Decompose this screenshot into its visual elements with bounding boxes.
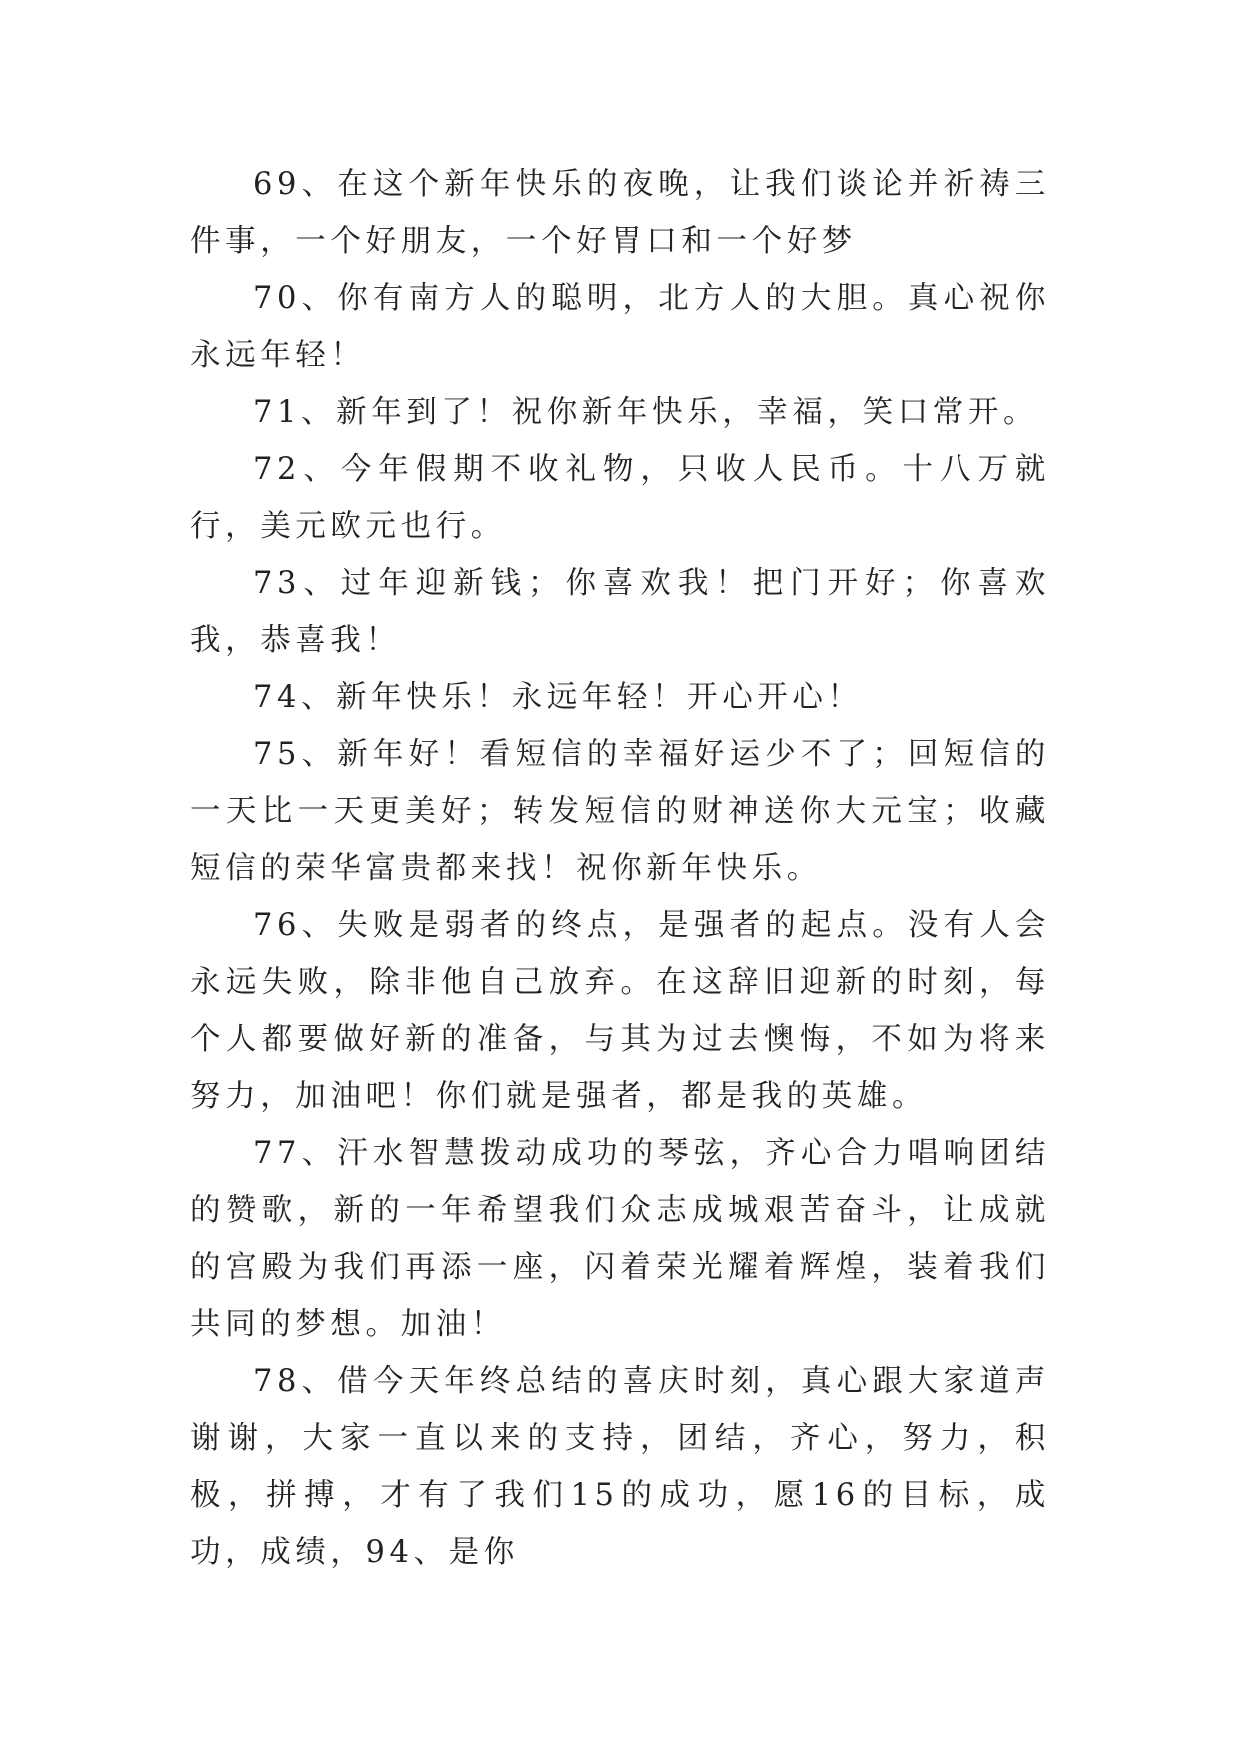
- paragraph-78: 78、借今天年终总结的喜庆时刻，真心跟大家道声谢谢，大家一直以来的支持，团结，齐心，努力，积极，拼搏，才有了我们15的成功，愿16的目标，成功，成绩，94、是你: [190, 1364, 1050, 1570]
- paragraph-69: 69、在这个新年快乐的夜晚，让我们谈论并祈祷三件事，一个好朋友，一个好胃口和一个好梦: [190, 167, 1050, 259]
- paragraph-71: 71、新年到了！祝你新年快乐，幸福，笑口常开。: [253, 395, 1039, 430]
- document-body: [190, 156, 1050, 1581]
- paragraph-72: 72、今年假期不收礼物，只收人民币。十八万就行，美元欧元也行。: [190, 452, 1050, 544]
- paragraph-74: 74、新年快乐！永远年轻！开心开心！: [253, 680, 863, 715]
- paragraph-76: 76、失败是弱者的终点，是强者的起点。没有人会永远失败，除非他自己放弃。在这辞旧迎新的时刻，每个人都要做好新的准备，与其为过去懊悔，不如为将来努力，加油吧！你们就是强者，都是我的英雄。: [190, 908, 1050, 1114]
- paragraph-73: 73、过年迎新钱；你喜欢我！把门开好；你喜欢我，恭喜我！: [190, 566, 1050, 658]
- paragraph-70: 70、你有南方人的聪明，北方人的大胆。真心祝你永远年轻！: [190, 281, 1050, 373]
- paragraph-77: 77、汗水智慧拨动成功的琴弦，齐心合力唱响团结的赞歌，新的一年希望我们众志成城艰苦奋斗，让成就的宫殿为我们再添一座，闪着荣光耀着辉煌，装着我们共同的梦想。加油！: [190, 1136, 1050, 1342]
- paragraph-75: 75、新年好！看短信的幸福好运少不了；回短信的一天比一天更美好；转发短信的财神送你大元宝；收藏短信的荣华富贵都来找！祝你新年快乐。: [190, 737, 1050, 886]
